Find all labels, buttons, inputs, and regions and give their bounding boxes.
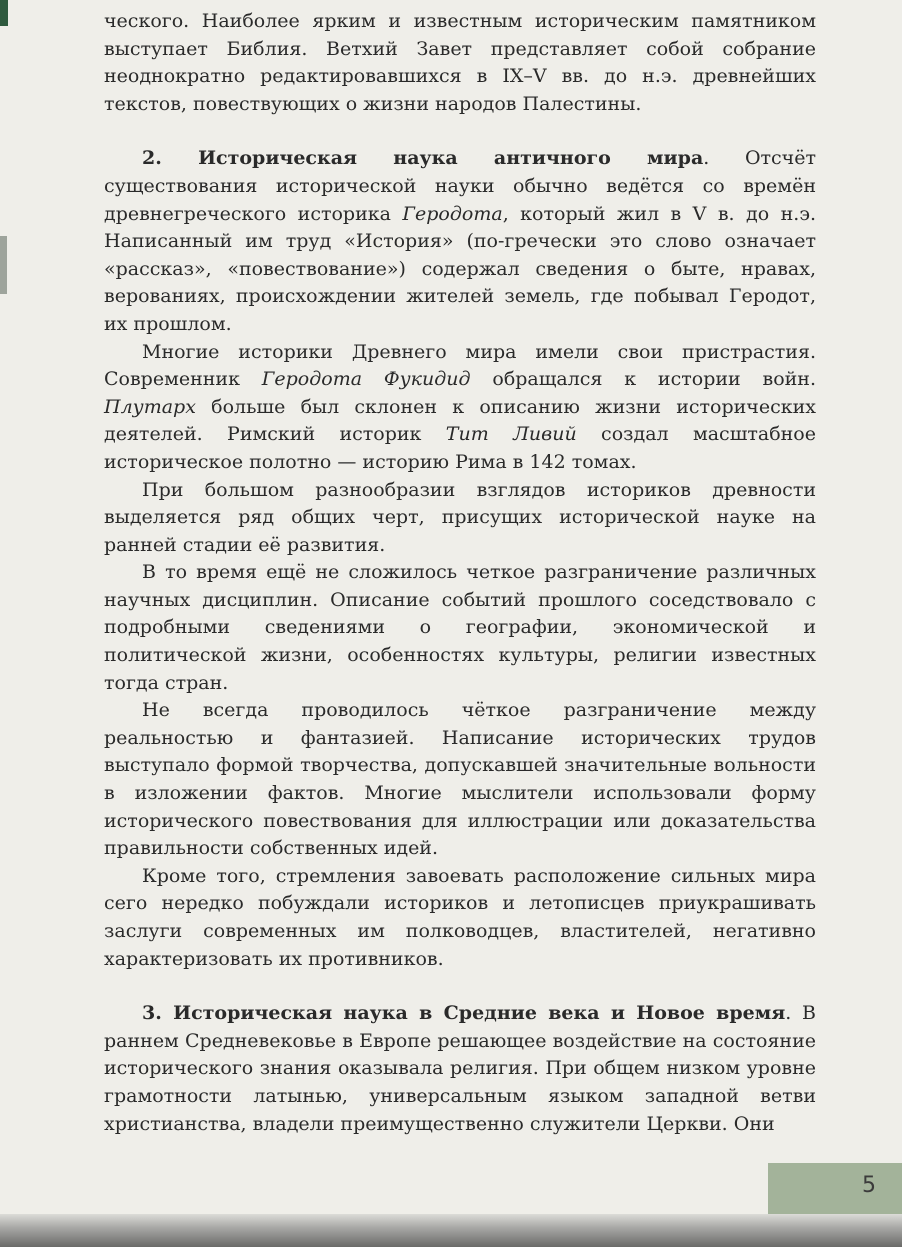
- section-3-paragraph-1: 3. Историческая наука в Средние века и Новое время. В раннем Средневековье в Европе решающее воздействие на состояние исторического знания оказывала религия. При общем низком уровне грамотности латынью, универсальным языком западной ветви христианства, владели преимущественно служители Церкви. Они: [104, 1002, 816, 1135]
- book-spine-edge: [0, 0, 8, 26]
- intro-paragraph: ческого. Наиболее ярким и известным историческим памятником выступает Библия. Ветхий Завет представляет собой собрание неоднократно редактировавшихся в IX–V вв. до н.э. древнейших текстов, повествующих о жизни народов Палестины.: [104, 10, 816, 115]
- page-number-tab: [768, 1163, 902, 1218]
- section-2-paragraph-5: Не всегда проводилось чёткое разграничение между реальностью и фантазией. Написание исторических трудов выступало формой творчества, допускавшей значительные вольности в изложении фактов. Многие мыслители использовали форму исторического повествования для иллюстрации или доказательства правильности собственных идей.: [104, 699, 816, 860]
- name-herodotus: Геродота: [402, 202, 503, 225]
- scan-bottom-shadow: [0, 1214, 902, 1247]
- page-edge-mark: [0, 236, 7, 294]
- name-thucydides: Геродота Фукидид: [261, 368, 471, 391]
- name-livy: Тит Ливий: [445, 423, 577, 446]
- section-2-paragraph-1: 2. Историческая наука античного мира. Отсчёт существования исторической науки обычно ведётся со времён древнегреческого историка Геродота, который жил в V в. до н.э. Написанный им труд «История» (по-гречески это слово означает «рассказ», «повествование») содержал сведения о быте, нравах, верованиях, происхождении жителей земель, где побывал Геродот, их прошлом.: [104, 147, 816, 335]
- section-3-title: 3. Историческая наука в Средние века и Новое время: [142, 1002, 786, 1025]
- page-number: 5: [862, 1173, 876, 1198]
- section-2-paragraph-3: При большом разнообразии взглядов историков древности выделяется ряд общих черт, присущих исторической науке на ранней стадии её развития.: [104, 478, 816, 556]
- section-2-paragraph-6: Кроме того, стремления завоевать расположение сильных мира сего нередко побуждали историков и летописцев приукрашивать заслуги современных им полководцев, властителей, негативно характеризовать их противников.: [104, 864, 816, 970]
- page-body: [104, 8, 816, 1138]
- section-2-paragraph-4: В то время ещё не сложилось четкое разграничение различных научных дисциплин. Описание событий прошлого соседствовало с подробными сведениями о географии, экономической и политической жизни, особенностях культуры, религии известных тогда стран.: [104, 561, 816, 694]
- section-2-paragraph-2: Многие историки Древнего мира имели свои пристрастия. Современник Геродота Фукидид обращался к истории войн. Плутарх больше был склонен к описанию жизни исторических деятелей. Римский историк Тит Ливий создал масштабное историческое полотно — историю Рима в 142 томах.: [104, 340, 816, 473]
- name-plutarch: Плутарх: [104, 395, 196, 418]
- section-2-title: 2. Историческая наука античного мира: [142, 147, 704, 170]
